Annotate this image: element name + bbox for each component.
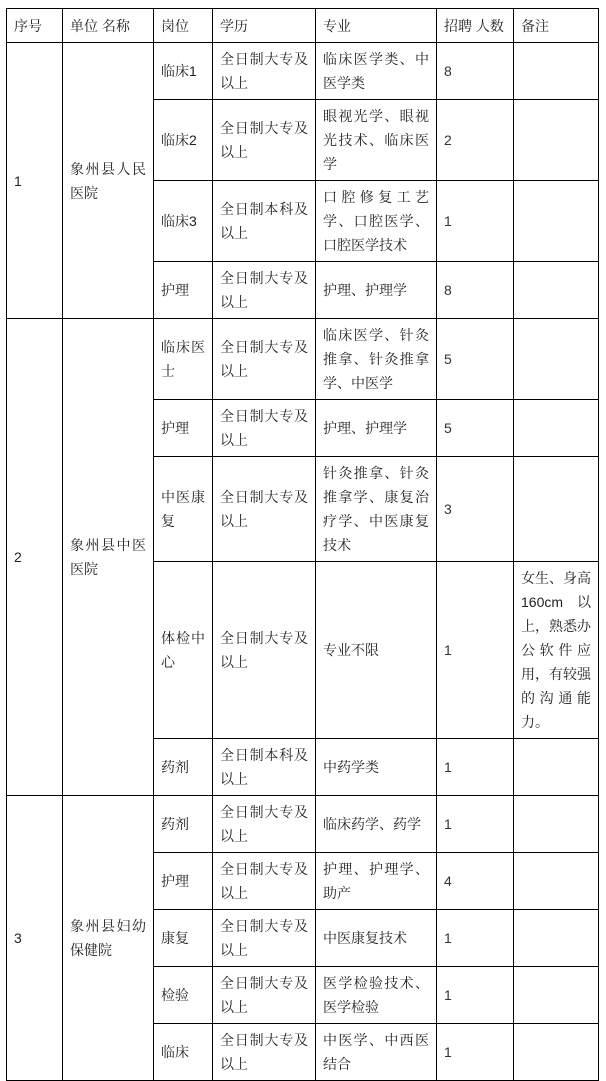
cell-count: 1 bbox=[437, 739, 514, 796]
cell-major: 中医学、中西医结合 bbox=[316, 1024, 437, 1081]
cell-count: 1 bbox=[437, 181, 514, 262]
cell-edu: 全日制本科及以上 bbox=[213, 739, 316, 796]
cell-count: 3 bbox=[437, 457, 514, 562]
cell-major: 临床医学类、中医学类 bbox=[316, 43, 437, 100]
cell-count: 8 bbox=[437, 43, 514, 100]
cell-count: 1 bbox=[437, 562, 514, 739]
cell-post: 体检中心 bbox=[154, 562, 213, 739]
cell-remark bbox=[514, 100, 599, 181]
cell-count: 2 bbox=[437, 100, 514, 181]
cell-major: 专业不限 bbox=[316, 562, 437, 739]
table-body bbox=[7, 43, 599, 1081]
section-number: 2 bbox=[7, 319, 63, 796]
cell-remark bbox=[514, 910, 599, 967]
cell-count: 5 bbox=[437, 400, 514, 457]
cell-post: 康复 bbox=[154, 910, 213, 967]
column-header-count: 招聘 人数 bbox=[437, 9, 514, 43]
document-page bbox=[0, 8, 606, 1072]
cell-post: 临床1 bbox=[154, 43, 213, 100]
cell-post: 护理 bbox=[154, 262, 213, 319]
cell-count: 5 bbox=[437, 319, 514, 400]
table-row bbox=[7, 796, 599, 853]
cell-major: 眼视光学、眼视光技术、临床医学 bbox=[316, 100, 437, 181]
cell-remark bbox=[514, 181, 599, 262]
cell-remark bbox=[514, 853, 599, 910]
cell-count: 1 bbox=[437, 910, 514, 967]
cell-post: 护理 bbox=[154, 400, 213, 457]
cell-edu: 全日制大专及以上 bbox=[213, 457, 316, 562]
cell-edu: 全日制大专及以上 bbox=[213, 400, 316, 457]
cell-remark: 女生、身高 160cm 以上，熟悉办公软件应用，有较强的沟通能力。 bbox=[514, 562, 599, 739]
cell-post: 检验 bbox=[154, 967, 213, 1024]
column-header-unit: 单位 名称 bbox=[63, 9, 154, 43]
column-header-no: 序号 bbox=[7, 9, 63, 43]
cell-major: 护理、护理学 bbox=[316, 262, 437, 319]
unit-name: 象州县人民医院 bbox=[63, 43, 154, 319]
column-header-major: 专业 bbox=[316, 9, 437, 43]
cell-major: 护理、护理学 bbox=[316, 400, 437, 457]
section-number: 1 bbox=[7, 43, 63, 319]
cell-remark bbox=[514, 400, 599, 457]
cell-post: 药剂 bbox=[154, 796, 213, 853]
cell-remark bbox=[514, 967, 599, 1024]
column-header-post: 岗位 bbox=[154, 9, 213, 43]
cell-post: 临床 bbox=[154, 1024, 213, 1081]
cell-major: 临床医学、针灸推拿、针灸推拿学、中医学 bbox=[316, 319, 437, 400]
cell-edu: 全日制大专及以上 bbox=[213, 262, 316, 319]
cell-edu: 全日制大专及以上 bbox=[213, 967, 316, 1024]
cell-post: 护理 bbox=[154, 853, 213, 910]
unit-name: 象州县妇幼保健院 bbox=[63, 796, 154, 1081]
cell-count: 1 bbox=[437, 796, 514, 853]
cell-remark bbox=[514, 1024, 599, 1081]
cell-count: 4 bbox=[437, 853, 514, 910]
cell-edu: 全日制大专及以上 bbox=[213, 853, 316, 910]
cell-post: 临床2 bbox=[154, 100, 213, 181]
cell-edu: 全日制大专及以上 bbox=[213, 562, 316, 739]
cell-edu: 全日制大专及以上 bbox=[213, 43, 316, 100]
table-row bbox=[7, 319, 599, 400]
cell-edu: 全日制大专及以上 bbox=[213, 100, 316, 181]
column-header-edu: 学历 bbox=[213, 9, 316, 43]
cell-post: 药剂 bbox=[154, 739, 213, 796]
cell-major: 中医康复技术 bbox=[316, 910, 437, 967]
column-header-remark: 备注 bbox=[514, 9, 599, 43]
cell-edu: 全日制大专及以上 bbox=[213, 796, 316, 853]
cell-major: 针灸推拿、针灸推拿学、康复治疗学、中医康复技术 bbox=[316, 457, 437, 562]
cell-remark bbox=[514, 457, 599, 562]
cell-major: 口腔修复工艺学、口腔医学、口腔医学技术 bbox=[316, 181, 437, 262]
section-number: 3 bbox=[7, 796, 63, 1081]
cell-major: 临床药学、药学 bbox=[316, 796, 437, 853]
cell-remark bbox=[514, 739, 599, 796]
cell-count: 1 bbox=[437, 1024, 514, 1081]
cell-edu: 全日制大专及以上 bbox=[213, 319, 316, 400]
cell-remark bbox=[514, 262, 599, 319]
cell-post: 临床医士 bbox=[154, 319, 213, 400]
cell-remark bbox=[514, 319, 599, 400]
cell-edu: 全日制本科及以上 bbox=[213, 181, 316, 262]
unit-name: 象州县中医医院 bbox=[63, 319, 154, 796]
cell-major: 医学检验技术、医学检验 bbox=[316, 967, 437, 1024]
recruitment-table bbox=[6, 8, 599, 1081]
cell-edu: 全日制大专及以上 bbox=[213, 1024, 316, 1081]
header-row bbox=[7, 9, 599, 43]
cell-remark bbox=[514, 43, 599, 100]
table-row bbox=[7, 43, 599, 100]
cell-count: 1 bbox=[437, 967, 514, 1024]
cell-major: 中药学类 bbox=[316, 739, 437, 796]
cell-post: 临床3 bbox=[154, 181, 213, 262]
cell-edu: 全日制大专及以上 bbox=[213, 910, 316, 967]
table-header bbox=[7, 9, 599, 43]
cell-major: 护理、护理学、助产 bbox=[316, 853, 437, 910]
cell-count: 8 bbox=[437, 262, 514, 319]
cell-post: 中医康复 bbox=[154, 457, 213, 562]
cell-remark bbox=[514, 796, 599, 853]
